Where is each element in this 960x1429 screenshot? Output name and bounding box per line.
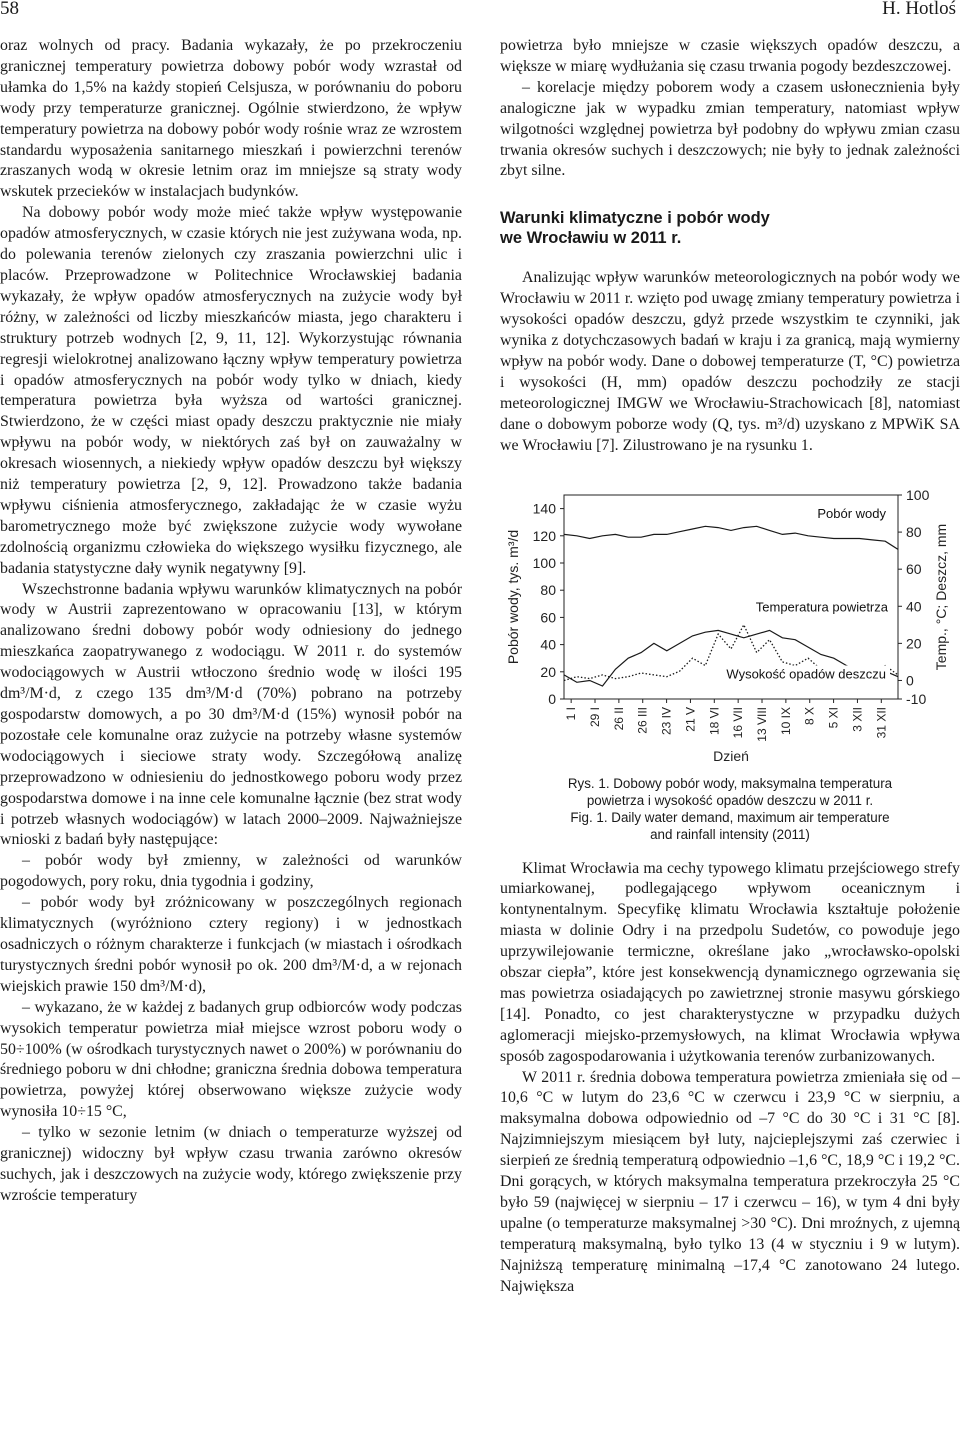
paragraph: Wszechstronne badania wpływu warunków klimatycznych na pobór wody w Austrii zaprezentowano w opracowaniu [13], w którym analizowano średni dobowy pobór wody odniesiony do jednego mieszkańca zaopatrywanego z wodociągu. W 2011 r. do systemów wodociągowych w Austrii wtłoczono średnio wodę w ilości 195 dm³/M·d, z czego 135 dm³/M·d (70%) pobrano na potrzeby gospodarstw domowych, a po 30 dm³/M·d (15%) wynosił pobór na pozostałe cele komunalne oraz zużycie na potrzeby własne systemów wodociągowych i sieciowe straty wody. Szczegółową analizę przeprowadzono w odniesieniu do jednostkowego poboru wody przez gospodarstwa domowe i na inne cele komunalne łącznie (bez strat wody i potrzeb własnych wodociągów) w latach 2000–2009. Najważniejsze wnioski z badań były następujące: [0, 580, 462, 849]
page-header [0, 0, 960, 22]
y-left-tick-label: 120 [532, 527, 556, 544]
x-tick-label: 8 X [802, 706, 817, 725]
paragraph: Klimat Wrocławia ma cechy typowego klimatu przejściowego strefy umiarkowanej, podlegającego wpływom oceanicznym i kontynentalnym. Specyfikę klimatu Wrocławia kształtuje położenie miasta w dolinie Odry i na przedpolu Sudetów, co powoduje jego uprzywilejowanie termiczne, określane jako „wrocławsko-opolski obszar ciepła”, które jest konsekwencją dynamicznego ogrzewania się mas powietrza osiadających po zawietrznej stronie masywu górskiego [14]. Ponadto, co jest charakterystyczne w przypadku dużych aglomeracji miejsko-przemysłowych, na klimat Wrocławia wpływa sposób zagospodarowania i użytkowania terenów zurbanizowanych. [500, 859, 960, 1065]
y-left-tick-label: 40 [540, 636, 556, 653]
y-left-tick-label: 20 [540, 663, 556, 680]
x-tick-label: 21 V [683, 706, 698, 732]
y-right-tick-label: 80 [906, 523, 922, 540]
figure-caption [500, 775, 960, 843]
y-left-tick-label: 60 [540, 608, 556, 625]
running-author: H. Hotloś [882, 0, 956, 19]
section-title-line: we Wrocławiu w 2011 r. [500, 229, 682, 248]
list-item: – korelacje między poborem wody a czasem usłonecznienia były analogiczne jak w wypadku zmian temperatury, natomiast wpływ wilgotności względnej powietrza był podobny do wpływu zmian czasu trwania okresów suchych i deszczowych; nie były to jednak zależności zbyt silne. [500, 78, 960, 180]
series-line-0 [564, 526, 898, 549]
x-tick-label: 23 IV [659, 706, 674, 735]
caption-line: Rys. 1. Dobowy pobór wody, maksymalna temperatura [567, 775, 893, 791]
list-item: – tylko w sezonie letnim (w dniach o temperaturze wyższej od granicznej) widoczny był wpływ czasu trwania zarówno okresów suchych, jak i deszczowych na zużycie wody, którego zwiększenie przy wzroście temperatury [0, 1124, 462, 1204]
x-axis-label: Dzień [713, 747, 749, 764]
section-title [500, 208, 960, 248]
x-tick-label: 31 XII [874, 706, 889, 738]
x-tick-label: 26 II [611, 706, 626, 730]
y-right-axis-label: Temp., °C; Deszcz, mm [933, 523, 949, 670]
paragraph: oraz wolnych od pracy. Badania wykazały, że po przekroczeniu granicznej temperatury powietrza dobowy pobór wody wzrastał od ułamka do 1,5% na każdy stopień Celsjusza, w porównaniu do poboru wody przy temperaturze granicznej. Ogólnie stwierdzono, że wpływ temperatury powietrza na dobowy pobór wody rośnie wraz ze wzrostem standardu wyposażenia sanitarnego mieszkań i powierzchni terenów zraszanych wodą w okresie letnim oraz im mniejsze są straty wody wskutek przecieków w instalacjach budynków. [0, 37, 462, 201]
right-column [500, 36, 960, 1298]
chart-svg [500, 469, 960, 769]
caption-line: Fig. 1. Daily water demand, maximum air temperature [570, 809, 890, 825]
paragraph: powietrza było mniejsze w czasie większych opadów deszczu, a większe w miarę wydłużania się czasu trwania pogody bezdeszczowej. [500, 37, 960, 75]
figure-chart [500, 469, 960, 769]
x-tick-label: 10 IX [778, 706, 793, 735]
x-tick-label: 5 XI [826, 706, 841, 728]
x-tick-label: 18 VI [707, 706, 722, 735]
x-tick-label: 26 III [635, 706, 650, 734]
series-label: Pobór wody [817, 505, 886, 521]
section-title-line: Warunki klimatyczne i pobór wody [500, 209, 770, 228]
list-item: – pobór wody był zmienny, w zależności od warunków pogodowych, pory roku, dnia tygodnia i godziny, [0, 852, 462, 891]
x-tick-label: 13 VIII [755, 706, 770, 742]
paragraph: Na dobowy pobór wody może mieć także wpływ występowanie opadów atmosferycznych, w czasie których nie jest zużywana woda, np. do polewania terenów zielonych czy zraszania powierzchni ulic i placów. Przeprowadzone w Politechnice Wrocławskiej badania wykazały, że wpływ opadów atmosferycznych na zużycie wody był różny, w zależności od liczby mieszkańców miasta, jego charakteru i struktury potrzeb wodnych [2, 9, 11, 12]. Wykorzystując równania regresji wielokrotnej analizowano łączny wpływ temperatury powietrza i opadów atmosferycznych na pobór wody tylko w dniach, kiedy temperatura powietrza była wyższa od wartości granicznej. Stwierdzono, że w części miast opady deszczu praktycznie nie miały wpływu na pobór wody, w niektórych zaś był on zauważalny w okresach wiosennych, a niekiedy wpływ opadów deszczu był większy niż temperatury powietrza [2, 9, 12]. Prowadzono także badania wpływu ciśnienia atmosferycznego, zakładając że w czasie wyżu barometrycznego może być zwiększone zużycie wody wywołane zdolnością organizmu człowieka do większego wysiłku fizycznego, ale badania statystyczne dały wynik negatywny [9]. [0, 204, 462, 577]
x-tick-label: 3 XII [850, 706, 865, 732]
paragraph: W 2011 r. średnia dobowa temperatura powietrza zmieniała się od –10,6 °C w lutym do 23,6 °C w czerwcu i 23,9 °C w sierpniu, a maksymalna dobowa odpowiednio od –7 °C do 30 °C i 31 °C [8]. Najzimniejszym miesiącem był luty, najcieplejszymi zaś czerwiec i sierpień ze średnią temperaturą odpowiednio –1,6 °C, 18,9 °C i 19,2 °C. Dni gorących, w których maksymalna temperatura przekroczyła 25 °C było 59 (najwięcej w sierpniu – 17 i czerwcu – 16), w tym 4 dni były upalne (o temperaturze maksymalnej >30 °C). Dni mroźnych, z ujemną temperaturą maksymalną, było tylko 13 (4 w styczniu i 9 w lutym). Najniższą temperaturę minimalną –17,4 °C zanotowano 24 lutego. Największa [500, 1068, 960, 1295]
y-right-tick-label: 40 [906, 597, 922, 614]
caption-line: powietrza i wysokość opadów deszczu w 2011 r. [586, 792, 874, 808]
left-column [0, 36, 462, 1207]
x-tick-label: 29 I [588, 706, 603, 727]
y-right-tick-label: 60 [906, 560, 922, 577]
x-tick-label: 1 I [564, 706, 579, 720]
list-item: – pobór wody był zróżnicowany w poszczególnych regionach klimatycznych (wyróżniono cztery regiony) i w jednostkach osadniczych o różnym charakterze i funkcjach (w miastach i ośrodkach turystycznych średni pobór wynosił po ok. 200 dm³/M·d, a w rejonach wiejskich prawie 150 dm³/M·d), [0, 894, 462, 995]
caption-line: and rainfall intensity (2011) [650, 826, 810, 842]
series-label: Wysokość opadów deszczu [726, 665, 886, 681]
y-right-tick-label: -10 [906, 690, 927, 707]
x-tick-label: 16 VII [731, 706, 746, 738]
y-right-tick-label: 100 [906, 486, 930, 503]
y-left-tick-label: 100 [532, 554, 556, 571]
y-right-tick-label: 0 [906, 671, 914, 688]
y-left-tick-label: 0 [548, 690, 556, 707]
series-label: Temperatura powietrza [755, 598, 888, 614]
y-right-tick-label: 20 [906, 634, 922, 651]
paragraph: Analizując wpływ warunków meteorologicznych na pobór wody we Wrocławiu w 2011 r. wzięto pod uwagę zmiany temperatury powietrza i wysokości opadów deszczu, gdyż przede wszystkim te czynniki, jak wynika z dotychczasowych badań w kraju i za granicą, mają wymierny wpływ na pobór wody. Dane o dobowej temperaturze (T, °C) powietrza i wysokości (H, mm) opadów deszczu pochodziły ze stacji meteorologicznej IMGW we Wrocławiu-Strachowicach [8], natomiast dane o dobowym poborze wody (Q, tys. m³/d) uzyskano z MPWiK SA we Wrocławiu [7]. Zilustrowano je na rysunku 1. [500, 269, 960, 454]
y-left-tick-label: 80 [540, 581, 556, 598]
list-item: – wykazano, że w każdej z badanych grup odbiorców wody podczas wysokich temperatur powietrza miał miejsce wzrost poboru wody o 50÷100% (w ośrodkach turystycznych nawet o 200%) w porównaniu do średniego poboru w dni chłodne; graniczna średnia dobowa temperatura powietrza, powyżej której obserwowano większe zużycie wody wynosiła 10÷15 °C, [0, 998, 462, 1121]
y-left-tick-label: 140 [532, 500, 556, 517]
y-left-axis-label: Pobór wody, tys. m³/d [505, 529, 521, 664]
page-number: 58 [0, 0, 19, 19]
